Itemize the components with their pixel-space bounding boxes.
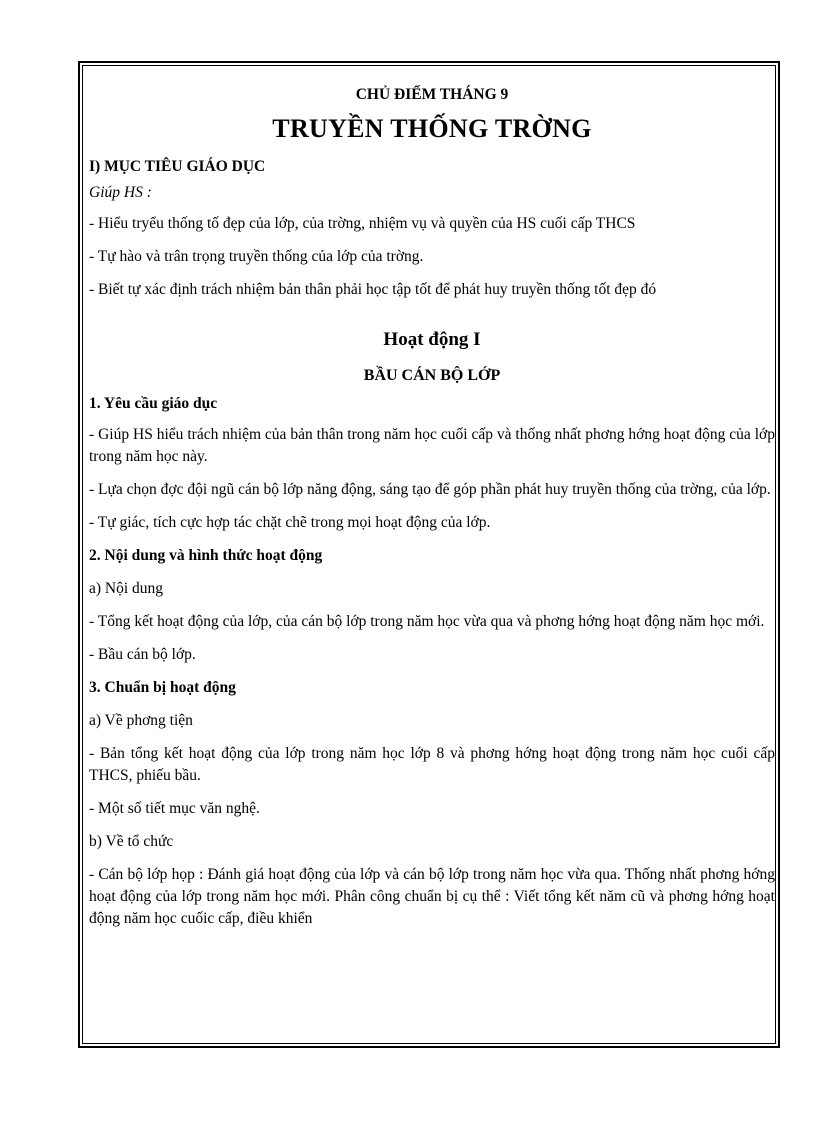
objective-item: - Tự hào và trân trọng truyền thống của lớp của trờng. [89, 248, 424, 265]
objective-item: - Biết tự xác định trách nhiệm bản thân phải học tập tốt để phát huy truyền thống tốt đẹp đó [89, 281, 657, 298]
activity-title: Hoạt động I [383, 329, 481, 350]
part3-heading: 3. Chuẩn bị hoạt động [89, 679, 236, 696]
topic-kicker: CHỦ ĐIỂM THÁNG 9 [355, 86, 509, 103]
part1-item: - Giúp HS hiểu trách nhiệm của bản thân trong năm học cuối cấp và thống nhất phơng hớng hoạt động của lớp trong năm học này. [89, 426, 775, 465]
part1-heading: 1. Yêu cầu giáo dục [89, 395, 218, 412]
part2-item: - Bầu cán bộ lớp. [89, 646, 196, 663]
part2-sub-a: a) Nội dung [89, 580, 164, 597]
part3-item: - Bản tổng kết hoạt động của lớp trong năm học lớp 8 và phơng hớng hoạt động trong năm học cuối cấp THCS, phiếu bầu. [89, 745, 775, 784]
objectives-intro: Giúp HS : [89, 184, 152, 201]
document-body [89, 84, 775, 930]
page-title: TRUYỀN THỐNG TRỜNG [272, 114, 592, 143]
activity-subtitle: BẦU CÁN BỘ LỚP [363, 367, 501, 384]
part3-item: - Một số tiết mục văn nghệ. [89, 800, 260, 817]
objective-item: - Hiểu tryểu thống tố đẹp của lớp, của trờng, nhiệm vụ và quyền của HS cuối cấp THCS [89, 215, 636, 232]
part1-item: - Tự giác, tích cực hợp tác chặt chẽ trong mọi hoạt động của lớp. [89, 514, 491, 531]
section-heading-objectives: I) MỤC TIÊU GIÁO DỤC [89, 158, 266, 175]
part2-heading: 2. Nội dung và hình thức hoạt động [89, 547, 323, 564]
part3-item: - Cán bộ lớp họp : Đánh giá hoạt động của lớp và cán bộ lớp trong năm học vừa qua. Thống nhất phơng hớng hoạt động của lớp trong năm học mới. Phân công chuẩn bị cụ thể : Viết tổng kết năm cũ và phơng hớng hoạt động năm học cuốic cấp, điều khiển [89, 866, 775, 927]
part3-sub-a: a) Về phơng tiện [89, 712, 193, 729]
part1-item: - Lựa chọn đợc đội ngũ cán bộ lớp năng động, sáng tạo để góp phần phát huy truyền thống của trờng, của lớp. [89, 481, 771, 498]
part2-item: - Tổng kết hoạt động của lớp, của cán bộ lớp trong năm học vừa qua và phơng hớng hoạt động năm học mới. [89, 613, 765, 630]
part3-sub-b: b) Về tổ chức [89, 833, 174, 850]
